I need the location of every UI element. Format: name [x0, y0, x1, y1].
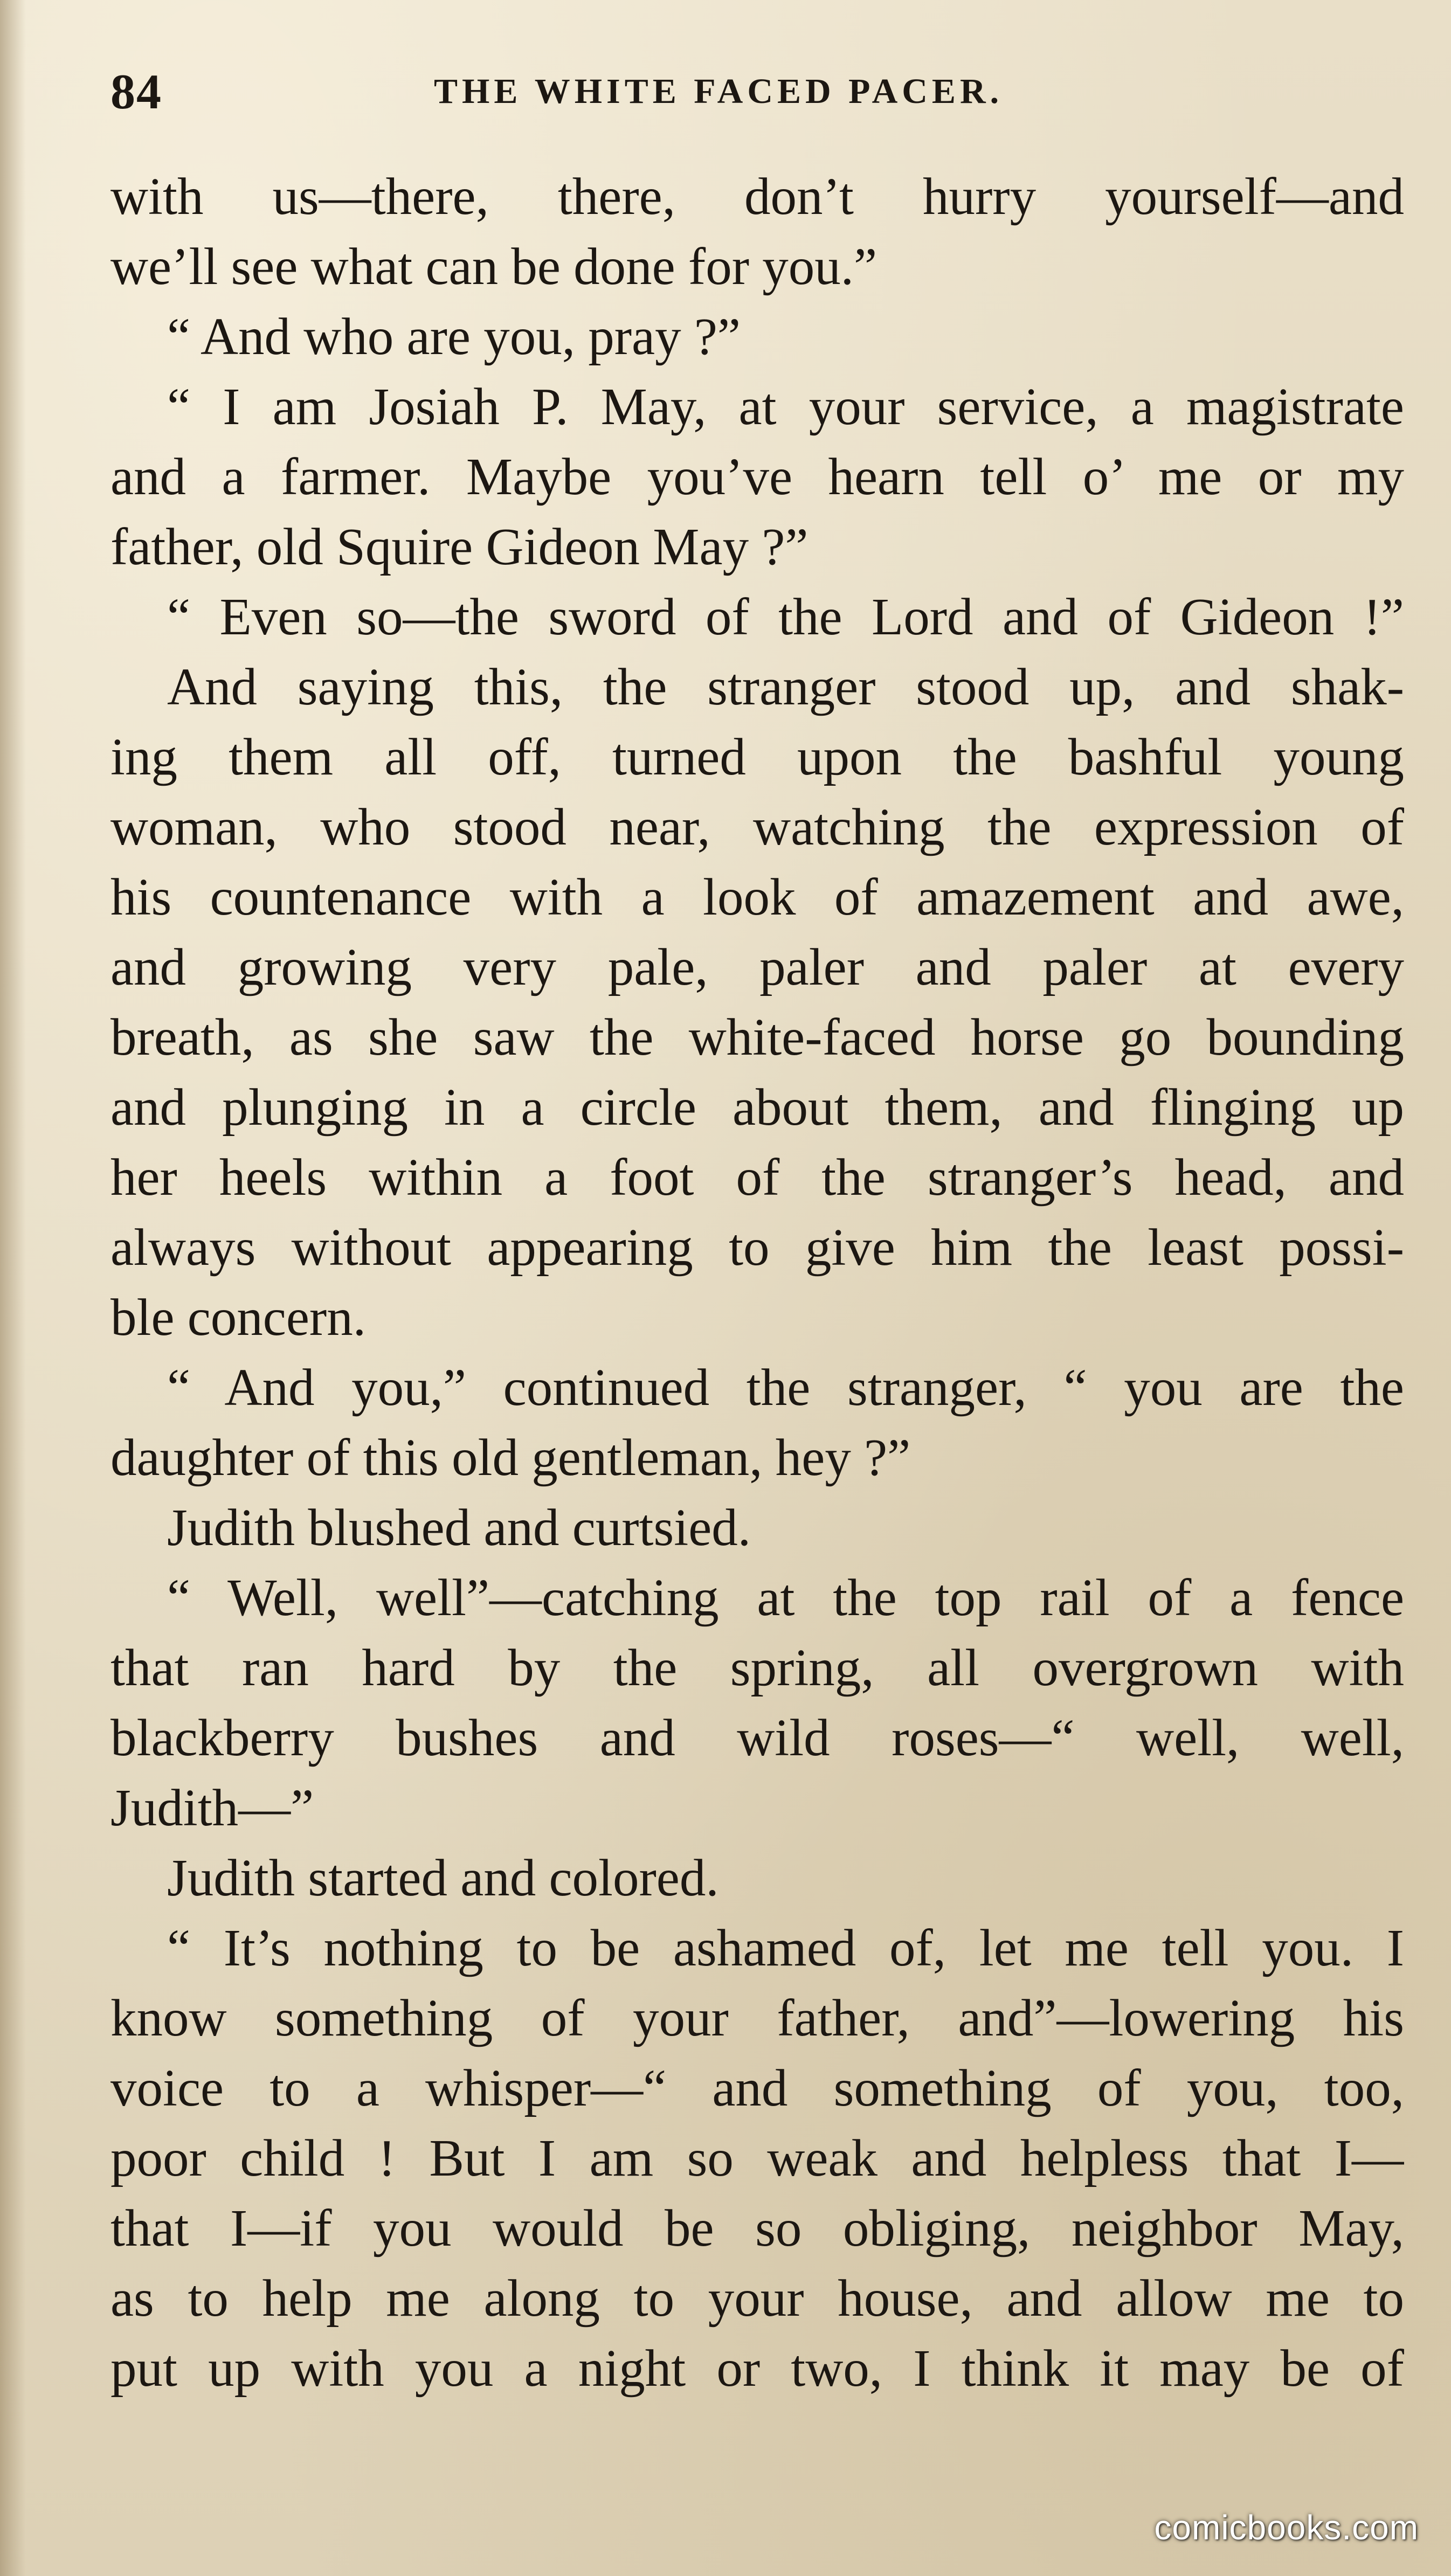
text-line: and growing very pale, paler and paler at every [110, 938, 1404, 996]
text-line: Judith blushed and curtsied. [167, 1499, 751, 1556]
text-line: “ And who are you, pray ?” [167, 308, 741, 365]
text-line: “ Even so—the sword of the Lord and of Gideon !” [167, 588, 1404, 646]
page-number: 84 [110, 64, 162, 119]
text-line: with us—there, there, don’t hurry yourself—and [110, 168, 1404, 225]
text-line: “ Well, well”—catching at the top rail of a fence [167, 1569, 1404, 1626]
text-line: as to help me along to your house, and allow me to [110, 2269, 1404, 2327]
body-text [110, 162, 1404, 2404]
text-line: know something of your father, and”—lowering his [110, 1989, 1404, 2047]
text-line: “ It’s nothing to be ashamed of, let me tell you. I [167, 1919, 1404, 1977]
text-line: voice to a whisper—“ and something of you, too, [110, 2059, 1404, 2117]
text-line: her heels within a foot of the stranger’s head, and [110, 1148, 1404, 1206]
text-line: daughter of this old gentleman, hey ?” [110, 1429, 911, 1486]
text-line: Judith—” [110, 1779, 314, 1837]
text-line: that I—if you would be so obliging, neighbor May, [110, 2199, 1404, 2257]
text-line: Judith started and colored. [167, 1849, 719, 1907]
text-line: breath, as she saw the white-faced horse go bounding [110, 1008, 1404, 1066]
text-line: put up with you a night or two, I think it may be of [110, 2339, 1404, 2397]
text-line: woman, who stood near, watching the expression of [110, 798, 1404, 856]
running-head [110, 54, 1404, 129]
text-line: “ And you,” continued the stranger, “ you are the [167, 1359, 1404, 1416]
text-line: his countenance with a look of amazement and awe, [110, 868, 1404, 926]
text-line: always without appearing to give him the least possi- [110, 1218, 1404, 1276]
text-line: that ran hard by the spring, all overgrown with [110, 1639, 1404, 1696]
text-line: poor child ! But I am so weak and helpless that I— [110, 2129, 1404, 2187]
text-line: ble concern. [110, 1289, 366, 1346]
page-edge-shadow [0, 0, 26, 2576]
text-line: father, old Squire Gideon May ?” [110, 518, 809, 576]
text-line: ing them all off, turned upon the bashful young [110, 728, 1404, 786]
text-line: and a farmer. Maybe you’ve hearn tell o’ me or my [110, 448, 1404, 505]
text-line: blackberry bushes and wild roses—“ well, well, [110, 1709, 1404, 1767]
running-title: THE WHITE FACED PACER. [434, 72, 1004, 111]
text-line: And saying this, the stranger stood up, and shak- [167, 658, 1404, 716]
text-line: and plunging in a circle about them, and flinging up [110, 1078, 1404, 1136]
text-line: “ I am Josiah P. May, at your service, a magistrate [167, 378, 1404, 435]
text-line: we’ll see what can be done for you.” [110, 238, 877, 295]
site-watermark: comicbooks.com [1154, 2508, 1419, 2547]
